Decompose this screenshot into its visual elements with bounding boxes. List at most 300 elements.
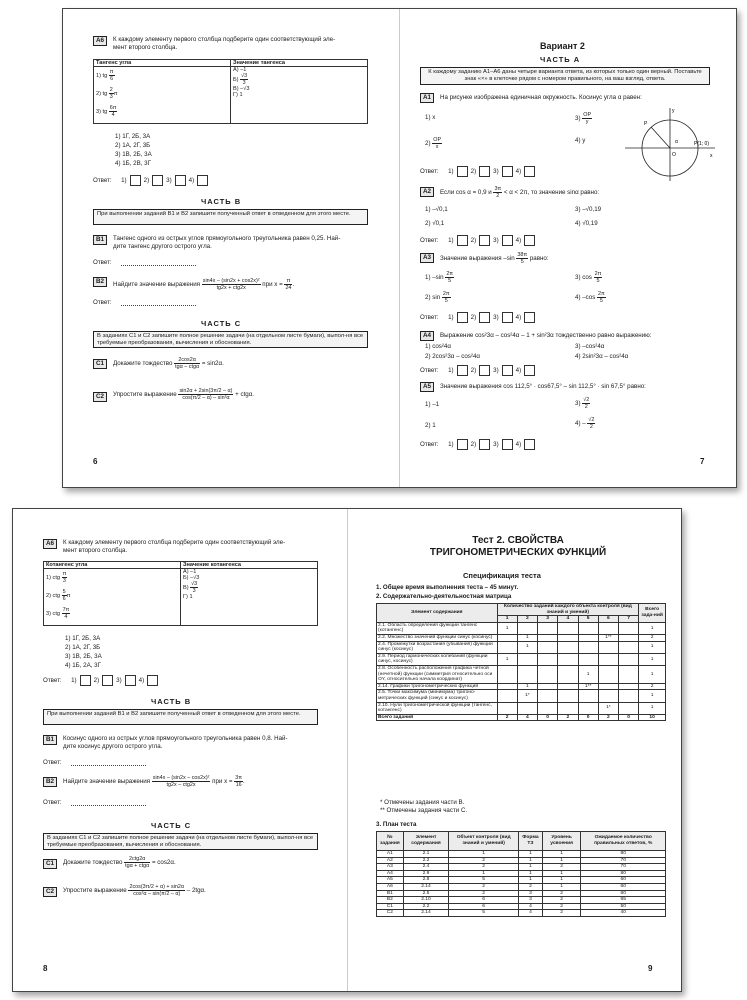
a5-option-3: 3) $\frac{√2}{2}$ — [575, 397, 590, 410]
right-item-a: А) –1 — [183, 569, 197, 575]
col2-header: Значение тангенса — [231, 60, 368, 67]
answer-box-3[interactable] — [502, 365, 513, 376]
page-number: 6 — [93, 457, 98, 466]
task-a1-text: На рисунке изображена единичная окружность. Косинус угла α равен: — [440, 94, 642, 101]
matrix-total-cell: 1 — [639, 665, 666, 683]
a3-option-2: 2) sin $\frac{2\pi}{5}$ — [425, 291, 450, 304]
matrix-count-cell — [558, 683, 578, 690]
task-label-a5: А5 — [420, 382, 434, 392]
part-b-heading: ЧАСТЬ В — [151, 697, 192, 706]
matrix-count-cell: 1 — [497, 653, 517, 665]
task-label-a6: A6 — [93, 36, 107, 46]
task-label-b2: В2 — [43, 777, 57, 787]
answer-box-4[interactable] — [524, 312, 535, 323]
page-9 — [348, 509, 681, 991]
answer-row-a5: Ответ: 1) 2) 3) 4) — [420, 439, 535, 450]
task-b1-text-2: дите косинус другого острого угла. — [63, 743, 163, 750]
answer-box-1[interactable] — [457, 312, 468, 323]
left-item-2: 2) tg $\frac{2}{3}$ π — [96, 87, 118, 101]
matrix-element-cell: 2.5. Точки максимума (минимума) тригоно-метрических функций (синус и косинус) — [377, 690, 498, 702]
matrix-count-cell: 1* — [517, 690, 537, 702]
plan-cell: 5 — [449, 910, 519, 917]
a3-option-3: 3) cos $\frac{2\pi}{5}$ — [575, 271, 602, 284]
a4-option-4: 4) 2sin²3α – cos²4α — [575, 353, 629, 360]
matrix-total-count: 2 — [598, 714, 618, 721]
col1-header: Котангенс угла — [44, 562, 181, 569]
plan-cell: 2 — [449, 883, 519, 890]
answer-box-4[interactable] — [524, 166, 535, 177]
plan-cell: 2.1 — [403, 851, 448, 858]
part-b-instructions: При выполнении заданий В1 и В2 запишите полученный ответ в отведенном для этого месте. — [43, 709, 318, 725]
table-row — [377, 622, 666, 634]
matrix-count-cell — [619, 634, 639, 641]
matrix-total-count: 0 — [578, 714, 598, 721]
right-item-d: Г) 1 — [183, 594, 193, 600]
answer-box-2[interactable] — [152, 175, 163, 186]
task-a3-text: Значение выражения –sin $\frac{38\pi}{5}$ равно: — [440, 252, 549, 265]
answer-label-b2: Ответ: — [43, 799, 62, 806]
spread-pages-6-7 — [62, 8, 737, 488]
a1-option-4: 4) y — [575, 137, 586, 144]
matrix-head-count: Количество заданий каждого объекта контроля (вид знаний и умений) — [497, 604, 639, 616]
answer-box-2[interactable] — [479, 235, 490, 246]
matrix-count-cell — [558, 690, 578, 702]
part-c-heading: ЧАСТЬ С — [201, 319, 242, 328]
col1-header: Тангенс угла — [94, 60, 231, 67]
answer-line-b2[interactable] — [121, 305, 196, 306]
answer-box-4[interactable] — [197, 175, 208, 186]
matrix-total-label: Всего заданий — [377, 714, 498, 721]
matrix-grand-total: 10 — [639, 714, 666, 721]
plan-cell: 1 — [519, 851, 543, 858]
answer-box-3[interactable] — [502, 235, 513, 246]
plan-cell: 2 — [542, 910, 581, 917]
matrix-col-5: 5 — [578, 616, 598, 623]
spread-pages-8-9 — [12, 508, 682, 992]
left-column — [94, 67, 231, 124]
matrix-count-cell — [538, 665, 558, 683]
matrix-count-cell — [619, 690, 639, 702]
matrix-count-cell — [538, 641, 558, 653]
matrix-count-cell — [558, 653, 578, 665]
matrix-count-cell — [619, 622, 639, 634]
matrix-count-cell — [558, 622, 578, 634]
table-row — [377, 910, 666, 917]
matrix-count-cell: 1 — [578, 665, 598, 683]
plan-header-3: Объект контроля (вид знаний и умений) — [449, 832, 519, 851]
answer-box-2[interactable] — [102, 675, 113, 686]
plan-cell: А6 — [377, 883, 404, 890]
matrix-col-7: 7 — [619, 616, 639, 623]
plan-cell: 2.9 — [403, 870, 448, 877]
matrix-count-cell — [598, 622, 618, 634]
task-label-c1: С1 — [93, 359, 107, 369]
matrix-total-cell: 1 — [639, 622, 666, 634]
plan-cell: А1 — [377, 851, 404, 858]
y-label: y — [672, 108, 675, 114]
matrix-count-cell — [578, 634, 598, 641]
answer-box-3[interactable] — [502, 439, 513, 450]
matrix-count-cell — [619, 641, 639, 653]
matrix-count-cell — [538, 622, 558, 634]
matrix-count-cell — [578, 702, 598, 714]
plan-cell: 80 — [581, 870, 666, 877]
answer-row-a3: Ответ: 1) 2) 3) 4) — [420, 312, 535, 323]
task-label-c1: С1 — [43, 859, 57, 869]
matrix-element-cell: 2.4. Промежутки возрастания (убывания) функции синус (косинус) — [377, 641, 498, 653]
option-4: 4) 1Б, 2А, 3Г — [65, 662, 101, 669]
answer-box-1[interactable] — [130, 175, 141, 186]
matrix-head-element: Элемент содержания — [377, 604, 498, 623]
table-row-total — [377, 714, 666, 721]
right-column — [231, 67, 368, 124]
plan-cell: 70 — [581, 864, 666, 871]
matrix-count-cell — [578, 622, 598, 634]
matrix-total-cell: 1 — [639, 641, 666, 653]
plan-cell: 1 — [519, 877, 543, 884]
spec-item-2: 2. Содержательно-деятельностная матрица — [376, 593, 512, 600]
alpha-label: α — [675, 139, 678, 145]
a4-option-2: 2) 2cos²3α – cos²4α — [425, 353, 480, 360]
spec-item-1: 1. Общее время выполнения теста – 45 минут. — [376, 584, 519, 591]
task-label-b1: В1 — [93, 235, 107, 245]
answer-label: Ответ: — [93, 177, 112, 184]
part-c-instructions: В заданиях С1 и С2 запишите полное решение задачи (на отдельном листе бумаги), выпол-ня все требуемые преобразования, вычисления и обоснования. — [93, 331, 368, 348]
page-number: 7 — [700, 457, 705, 466]
task-b2-text: Найдите значение выражения $\frac{\text{sin4x – (sin2x + cos2x)²}}{\text{tg2x + ctg2x}}$ при x = $\frac{\pi}{24}$ . — [113, 278, 295, 291]
left-item-3: 3) tg $\frac{6\pi}{4}$ — [96, 105, 117, 119]
matrix-total-cell: 2 — [639, 683, 666, 690]
table-row — [377, 870, 666, 877]
plan-cell: 2 — [449, 864, 519, 871]
plan-header-1: № задания — [377, 832, 404, 851]
plan-cell: 2.14 — [403, 883, 448, 890]
plan-cell: А4 — [377, 870, 404, 877]
task-a2-text: Если cos α = 0,9 и $\frac{3\pi}{2}$ < α < 2π, то значение sinα равно: — [440, 186, 600, 199]
answer-box-4[interactable] — [524, 365, 535, 376]
matrix-count-cell — [497, 665, 517, 683]
plan-cell: А2 — [377, 857, 404, 864]
option-3: 3) 1В, 2Б, 3А — [115, 151, 152, 158]
task-label-c2: С2 — [43, 887, 57, 897]
plan-cell: 60 — [581, 883, 666, 890]
answer-box-2[interactable] — [479, 439, 490, 450]
plan-header-2: Элемент содержания — [403, 832, 448, 851]
unit-circle-figure — [620, 103, 720, 183]
spec-title: Спецификация теста — [463, 571, 541, 580]
matrix-count-cell — [538, 683, 558, 690]
answer-label: Ответ: — [43, 677, 62, 684]
matrix-count-cell — [598, 683, 618, 690]
task-b2-text: Найдите значение выражения $\frac{\text{sin4x – (sin2x – cos2x)²}}{\text{tg2x – ctg2x}}$ при x = $\frac{3\pi}{16}$ . — [63, 775, 245, 788]
task-a6-text-2: мент второго столбца. — [63, 547, 128, 554]
right-column — [181, 569, 318, 626]
matrix-count-cell — [538, 634, 558, 641]
answer-box-1[interactable] — [457, 166, 468, 177]
option-2: 2) 1А, 2Г, 3Б — [65, 644, 101, 651]
matrix-count-cell — [517, 702, 537, 714]
answer-box-4[interactable] — [147, 675, 158, 686]
answer-label-b1: Ответ: — [43, 759, 62, 766]
match-table — [93, 59, 368, 124]
plan-header-6: Ожидаемое количество правильных ответов, % — [581, 832, 666, 851]
part-b-instructions: При выполнении заданий В1 и В2 запишите полученный ответ в отведенном для этого месте. — [93, 209, 368, 225]
content-matrix-table — [376, 603, 666, 721]
plan-cell: 1 — [542, 851, 581, 858]
a2-option-1: 1) –√0,1 — [425, 206, 448, 213]
answer-row-a6: Ответ: 1) 2) 3) 4) — [43, 675, 158, 686]
table-row — [377, 683, 666, 690]
left-item-1: 1) ctg $\frac{\pi}{3}$ — [46, 571, 67, 585]
plan-cell: 2 — [542, 864, 581, 871]
matrix-count-cell — [538, 653, 558, 665]
plan-cell: 80 — [581, 851, 666, 858]
matrix-count-cell — [497, 690, 517, 702]
answer-row-a6: Ответ: 1) 2) 3) 4) — [93, 175, 208, 186]
x-label: x — [710, 153, 713, 159]
matrix-count-cell — [497, 641, 517, 653]
plan-header-5: Уровень усвоения — [542, 832, 581, 851]
answer-box-1[interactable] — [457, 365, 468, 376]
matrix-count-cell — [598, 690, 618, 702]
right-item-d: Г) 1 — [233, 92, 243, 98]
task-label-b2: В2 — [93, 277, 107, 287]
task-label-a4: А4 — [420, 331, 434, 341]
plan-header-4: Форма ТЗ — [519, 832, 543, 851]
matrix-total-count: 2 — [497, 714, 517, 721]
matrix-element-cell: 2.9. Период гармонических колебаний (функции синус, косинус) — [377, 653, 498, 665]
answer-line-b1[interactable] — [121, 265, 196, 266]
plan-cell: 2.2 — [403, 857, 448, 864]
matrix-count-cell — [517, 653, 537, 665]
plan-cell: С2 — [377, 910, 404, 917]
match-table — [43, 561, 318, 626]
a5-option-2: 2) 1 — [425, 422, 436, 429]
plan-cell: 4 — [519, 910, 543, 917]
page-8 — [13, 509, 347, 991]
answer-row-a2: Ответ: 1) 2) 3) 4) — [420, 235, 535, 246]
task-c2-text: Упростите выражение $\frac{2\cos(3\pi/2 + \alpha) + \sin 2\alpha}{\text{cos²α – sin(π/2 – α)}}$ – 2tgα. — [63, 884, 206, 897]
note-part-b: * Отмечены задания части В. — [380, 799, 465, 806]
part-c-instructions: В заданиях С1 и С2 запишите полное решение задачи (на отдельном листе бумаги), выпол-ня все требуемые преобразования, вычисления и обоснования. — [43, 833, 318, 850]
answer-box-4[interactable] — [524, 235, 535, 246]
task-c2-text: Упростите выражение $\frac{\sin 2\alpha + 2\sin(3\pi/2 - \alpha)}{\text{cos(π/2 – α) – sin²α}}$ + ctgα. — [113, 388, 255, 401]
plan-cell: 60 — [581, 877, 666, 884]
test-title — [368, 535, 668, 559]
plan-cell: 1 — [542, 877, 581, 884]
task-b1-text: Тангенс одного из острых углов прямоугольного треугольника равен 0,25. Най- — [113, 235, 341, 242]
matrix-total-cell: 2 — [639, 634, 666, 641]
table-row — [377, 634, 666, 641]
answer-box-4[interactable] — [524, 439, 535, 450]
matrix-count-cell: 1 — [517, 683, 537, 690]
answer-box-1[interactable] — [457, 235, 468, 246]
plan-cell: 3 — [519, 890, 543, 897]
task-a5-text: Значение выражения cos 112,5° · cos67,5° – sin 112,5° · sin 67,5° равно: — [440, 383, 646, 390]
table-row — [377, 857, 666, 864]
plan-cell: 2.8 — [403, 877, 448, 884]
matrix-col-4: 4 — [558, 616, 578, 623]
matrix-total-cell: 1 — [639, 690, 666, 702]
plan-cell: 2 — [542, 890, 581, 897]
task-label-a6: А6 — [43, 539, 57, 549]
a4-option-1: 1) cos²4α — [425, 343, 451, 350]
matrix-count-cell — [517, 665, 537, 683]
right-item-b: Б) $\frac{√3}{3}$ — [233, 73, 248, 86]
origin-label: O — [672, 152, 676, 158]
matrix-total-count: 0 — [538, 714, 558, 721]
answer-box-3[interactable] — [175, 175, 186, 186]
plan-cell: С1 — [377, 903, 404, 910]
answer-label-b1: Ответ: — [93, 259, 112, 266]
task-label-c2: С2 — [93, 392, 107, 402]
plan-cell: 1 — [542, 857, 581, 864]
left-item-2: 2) ctg $\frac{5}{6}$ π — [46, 589, 71, 603]
matrix-count-cell — [517, 622, 537, 634]
matrix-count-cell — [619, 702, 639, 714]
plan-cell: 2.5 — [403, 890, 448, 897]
answer-box-3[interactable] — [502, 166, 513, 177]
plan-cell: А5 — [377, 877, 404, 884]
plan-cell: 2.2 — [403, 903, 448, 910]
plan-cell: 1 — [542, 870, 581, 877]
col2-header: Значение котангенса — [181, 562, 318, 569]
option-1: 1) 1Г, 2Б, 3А — [65, 635, 101, 642]
plan-cell: 6 — [449, 897, 519, 904]
table-row — [377, 903, 666, 910]
plan-cell: 2 — [449, 890, 519, 897]
test-title-line-1: Тест 2. СВОЙСТВА — [472, 535, 564, 546]
table-row — [377, 665, 666, 683]
answer-row-a4: Ответ: 1) 2) 3) 4) — [420, 365, 535, 376]
page-7 — [400, 9, 736, 487]
table-row — [377, 864, 666, 871]
note-part-c: ** Отмечены задания части С. — [380, 807, 468, 814]
plan-cell: 40 — [581, 910, 666, 917]
matrix-count-cell — [578, 641, 598, 653]
plan-cell: 65 — [581, 897, 666, 904]
matrix-count-cell — [538, 702, 558, 714]
table-row — [377, 890, 666, 897]
answer-box-2[interactable] — [479, 365, 490, 376]
a1-option-3: 3) $\frac{OP}{y}$ — [575, 112, 592, 125]
test-title-line-2: ТРИГОНОМЕТРИЧЕСКИХ ФУНКЦИЙ — [429, 547, 607, 558]
left-item-3: 3) ctg $\frac{7\pi}{4}$ — [46, 607, 70, 621]
plan-cell: 3 — [519, 897, 543, 904]
matrix-count-cell — [598, 653, 618, 665]
plan-cell: 2.4 — [403, 864, 448, 871]
matrix-col-6: 6 — [598, 616, 618, 623]
matrix-count-cell — [558, 634, 578, 641]
answer-row-a1: Ответ: 1) 2) 3) 4) — [420, 166, 535, 177]
matrix-count-cell — [598, 641, 618, 653]
task-a6-text-2: мент второго столбца. — [113, 44, 178, 51]
task-c1-text: Докажите тождество $\frac{2\cos 2\alpha}{\text{tgα – ctgα}}$ = sin2α. — [113, 357, 224, 370]
matrix-count-cell — [578, 690, 598, 702]
task-b1-text: Косинус одного из острых углов прямоугольного треугольника равен 0,8. Най- — [63, 735, 288, 742]
matrix-count-cell: 1* — [598, 702, 618, 714]
plan-cell: 50 — [581, 903, 666, 910]
matrix-count-cell — [558, 665, 578, 683]
matrix-count-cell — [497, 702, 517, 714]
plan-cell: 6 — [449, 903, 519, 910]
right-item-a: А) –1 — [233, 67, 247, 73]
part-b-heading: ЧАСТЬ В — [201, 197, 242, 206]
matrix-count-cell — [558, 702, 578, 714]
task-a6-text: К каждому элементу первого столбца подберите один соответствующий эле- — [63, 539, 286, 546]
page-number: 9 — [648, 964, 653, 973]
table-row — [377, 877, 666, 884]
matrix-count-cell — [538, 690, 558, 702]
option-2: 2) 1А, 2Г, 3Б — [115, 142, 151, 149]
matrix-element-cell: 2.8. Особенность расположения графика четной (нечетной) функции (симметрия относительно оси OY, относительно начала координат) — [377, 665, 498, 683]
plan-cell: В2 — [377, 897, 404, 904]
a2-option-2: 2) √0,1 — [425, 220, 445, 227]
matrix-count-cell — [578, 653, 598, 665]
task-c1-text: Докажите тождество $\frac{\text{2ctg2α}}{\text{tgα + ctgα}}$ = cos2α. — [63, 856, 176, 869]
plan-cell: 5 — [449, 877, 519, 884]
plan-title: 3. План теста — [376, 821, 417, 828]
option-3: 3) 1В, 2Б, 3А — [65, 653, 102, 660]
a3-option-4: 4) –cos $\frac{2\pi}{5}$ — [575, 291, 605, 304]
plan-cell: 1 — [519, 857, 543, 864]
plan-cell: 2.10 — [403, 897, 448, 904]
matrix-col-2: 2 — [517, 616, 537, 623]
plan-cell: А3 — [377, 864, 404, 871]
variant-title: Вариант 2 — [540, 41, 585, 51]
matrix-col-3: 3 — [538, 616, 558, 623]
table-row — [377, 653, 666, 665]
answer-line-b1[interactable] — [71, 765, 146, 766]
answer-line-b2[interactable] — [71, 805, 146, 806]
matrix-count-cell: 1 — [497, 622, 517, 634]
task-a6-text: К каждому элементу первого столбца подберите один соответствующий эле- — [113, 36, 336, 43]
plan-cell: 4 — [519, 903, 543, 910]
plan-cell: 1 — [519, 870, 543, 877]
left-item-1: 1) tg $\frac{\pi}{6}$ — [96, 69, 114, 83]
table-row — [377, 897, 666, 904]
a2-option-4: 4) √0,19 — [575, 220, 598, 227]
answer-label-b2: Ответ: — [93, 299, 112, 306]
plan-cell: 70 — [581, 857, 666, 864]
matrix-count-cell — [598, 665, 618, 683]
answer-box-3[interactable] — [502, 312, 513, 323]
test-plan-table — [376, 831, 666, 917]
answer-box-1[interactable] — [80, 675, 91, 686]
answer-box-1[interactable] — [457, 439, 468, 450]
task-label-b1: В1 — [43, 735, 57, 745]
plan-cell: В1 — [377, 890, 404, 897]
answer-box-3[interactable] — [125, 675, 136, 686]
part-a-heading: ЧАСТЬ А — [540, 55, 581, 64]
matrix-total-cell: 1 — [639, 702, 666, 714]
matrix-count-cell: 1 — [517, 641, 537, 653]
answer-box-2[interactable] — [479, 312, 490, 323]
a3-option-1: 1) –sin $\frac{2\pi}{5}$ — [425, 271, 454, 284]
matrix-element-cell: 2.2. Множество значений функции синус (косинус) — [377, 634, 498, 641]
matrix-total-cell: 1 — [639, 653, 666, 665]
a5-option-1: 1) –1 — [425, 401, 440, 408]
matrix-count-cell — [619, 653, 639, 665]
matrix-count-cell — [619, 683, 639, 690]
left-column — [44, 569, 181, 626]
page-number: 8 — [43, 964, 48, 973]
part-a-instructions: К каждому заданию А1–А6 даны четыре варианта ответа, из которых только один верный. Поставьте знак «×» в клеточке рядом с номером правильного, на ваш взгляд, ответа. — [420, 67, 710, 85]
task-a4-text: Выражение cos²3α – cos²4α – 1 + sin²3α тождественно равно выражению: — [440, 332, 652, 339]
a5-option-4: 4) – $\frac{√2}{2}$ — [575, 417, 595, 430]
plan-cell: 1 — [449, 870, 519, 877]
answer-box-2[interactable] — [479, 166, 490, 177]
